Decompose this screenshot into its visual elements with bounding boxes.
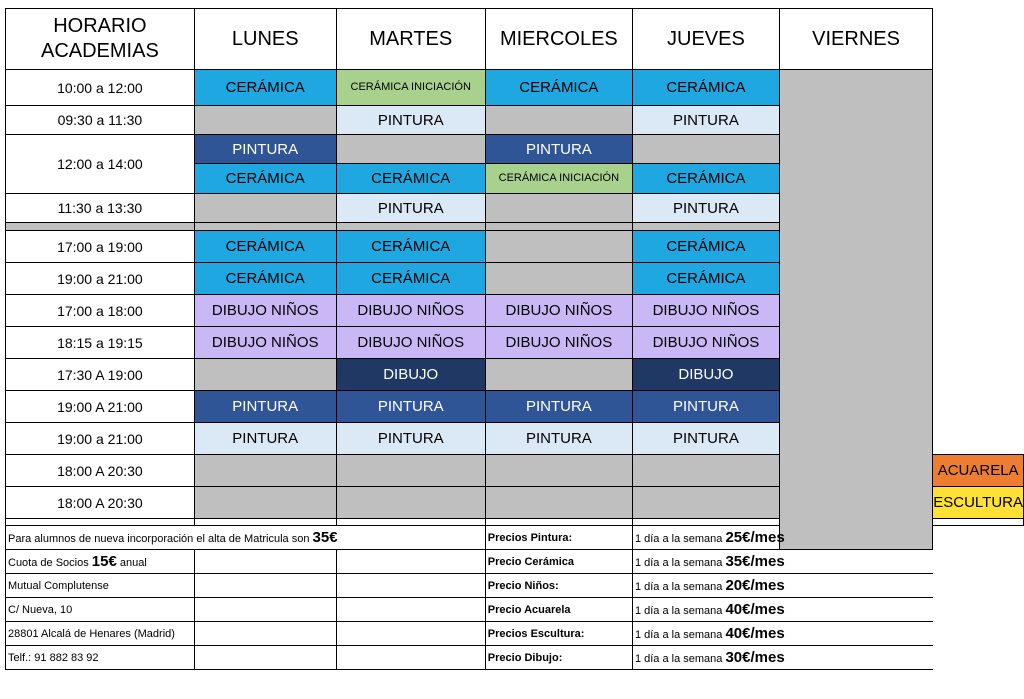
info-row (6, 526, 1024, 550)
time-slot: 19:00 a 21:00 (6, 263, 195, 295)
info-row (6, 598, 1024, 622)
class-cell: PINTURA (485, 423, 632, 455)
class-cell: PINTURA (485, 391, 632, 423)
empty-cell (485, 231, 632, 263)
class-cell: PINTURA (485, 135, 632, 164)
empty-cell (485, 263, 632, 295)
class-cell: CERÁMICA (194, 263, 336, 295)
time-slot: 17:00 a 18:00 (6, 295, 195, 327)
day-header-martes: MARTES (336, 9, 485, 70)
class-cell: PINTURA (336, 391, 485, 423)
address-line: 28801 Alcalá de Henares (Madrid) (6, 622, 195, 646)
price-value: 1 día a la semana 35€/mes (632, 550, 932, 574)
class-cell: DIBUJO NIÑOS (632, 327, 779, 359)
class-cell: PINTURA (336, 106, 485, 135)
class-cell: DIBUJO NIÑOS (336, 327, 485, 359)
class-cell: CERÁMICA (336, 164, 485, 194)
class-cell: DIBUJO NIÑOS (194, 327, 336, 359)
address-line: C/ Nueva, 10 (6, 598, 195, 622)
class-cell: PINTURA (632, 194, 779, 223)
class-cell-acuarela: ACUARELA (933, 455, 1024, 487)
schedule-table (5, 8, 1024, 670)
time-slot: 19:00 a 21:00 (6, 423, 195, 455)
price-label: Precios Pintura: (485, 526, 632, 550)
price-label: Precio Dibujo: (485, 646, 632, 670)
empty-cell (336, 455, 485, 487)
info-row (6, 622, 1024, 646)
class-cell: CERÁMICA (632, 231, 779, 263)
schedule-title: HORARIO ACADEMIAS (6, 9, 195, 70)
class-cell: DIBUJO NIÑOS (194, 295, 336, 327)
empty-cell (485, 455, 632, 487)
price-label: Precio Niños: (485, 574, 632, 598)
price-value: 1 día a la semana 40€/mes (632, 622, 932, 646)
empty-cell (485, 106, 632, 135)
viernes-empty-block (779, 70, 932, 550)
class-cell: CERÁMICA INICIACIÓN (336, 70, 485, 106)
class-cell: CERÁMICA (336, 263, 485, 295)
class-cell: CERÁMICA (194, 231, 336, 263)
empty-cell (485, 359, 632, 391)
time-slot: 17:00 a 19:00 (6, 231, 195, 263)
class-cell: PINTURA (632, 391, 779, 423)
empty-cell (194, 487, 336, 519)
class-cell: CERÁMICA (485, 70, 632, 106)
time-slot: 18:00 A 20:30 (6, 455, 195, 487)
socios-note: Cuota de Socios 15€ anual (6, 550, 195, 574)
time-slot: 17:30 A 19:00 (6, 359, 195, 391)
time-slot: 09:30 a 11:30 (6, 106, 195, 135)
class-cell: PINTURA (632, 106, 779, 135)
time-slot: 18:15 a 19:15 (6, 327, 195, 359)
time-slot: 18:00 A 20:30 (6, 487, 195, 519)
time-slot: 19:00 A 21:00 (6, 391, 195, 423)
class-cell: PINTURA (336, 194, 485, 223)
class-cell: DIBUJO NIÑOS (632, 295, 779, 327)
info-row (6, 550, 1024, 574)
price-value: 1 día a la semana 40€/mes (632, 598, 932, 622)
info-row (6, 574, 1024, 598)
empty-cell (485, 487, 632, 519)
empty-cell (485, 194, 632, 223)
price-value: 1 día a la semana 25€/mes (632, 526, 932, 550)
time-slot: 10:00 a 12:00 (6, 70, 195, 106)
empty-cell (632, 487, 779, 519)
empty-cell (632, 455, 779, 487)
class-cell: CERÁMICA (336, 231, 485, 263)
time-slot: 12:00 a 14:00 (6, 135, 195, 194)
class-cell: PINTURA (194, 423, 336, 455)
class-cell: CERÁMICA (194, 164, 336, 194)
empty-cell (632, 135, 779, 164)
class-cell: CERÁMICA (194, 70, 336, 106)
day-header-jueves: JUEVES (632, 9, 779, 70)
empty-cell (336, 487, 485, 519)
class-cell: PINTURA (632, 423, 779, 455)
phone-line: Telf.: 91 882 83 92 (6, 646, 195, 670)
schedule-row (6, 70, 1024, 106)
class-cell: DIBUJO NIÑOS (336, 295, 485, 327)
price-value: 1 día a la semana 20€/mes (632, 574, 932, 598)
empty-cell (194, 106, 336, 135)
class-cell: CERÁMICA (632, 263, 779, 295)
price-label: Precios Escultura: (485, 622, 632, 646)
time-slot: 11:30 a 13:30 (6, 194, 195, 223)
price-label: Precio Acuarela (485, 598, 632, 622)
empty-cell (194, 359, 336, 391)
address-line: Mutual Complutense (6, 574, 195, 598)
header-row (6, 9, 1024, 70)
class-cell: DIBUJO (632, 359, 779, 391)
class-cell: CERÁMICA (632, 70, 779, 106)
empty-cell (336, 135, 485, 164)
info-row (6, 646, 1024, 670)
day-header-lunes: LUNES (194, 9, 336, 70)
class-cell: DIBUJO NIÑOS (485, 327, 632, 359)
matricula-note: Para alumnos de nueva incorporación el alta de Matricula son 35€ (6, 526, 486, 550)
empty-cell (194, 455, 336, 487)
empty-cell (194, 194, 336, 223)
class-cell: PINTURA (194, 135, 336, 164)
class-cell: DIBUJO (336, 359, 485, 391)
day-header-miercoles: MIERCOLES (485, 9, 632, 70)
class-cell: DIBUJO NIÑOS (485, 295, 632, 327)
class-cell: PINTURA (336, 423, 485, 455)
price-label: Precio Cerámica (485, 550, 632, 574)
class-cell: CERÁMICA (632, 164, 779, 194)
class-cell: PINTURA (194, 391, 336, 423)
class-cell: CERÁMICA INICIACIÓN (485, 164, 632, 194)
price-value: 1 día a la semana 30€/mes (632, 646, 932, 670)
class-cell-escultura: ESCULTURA (933, 487, 1024, 519)
day-header-viernes: VIERNES (779, 9, 932, 70)
